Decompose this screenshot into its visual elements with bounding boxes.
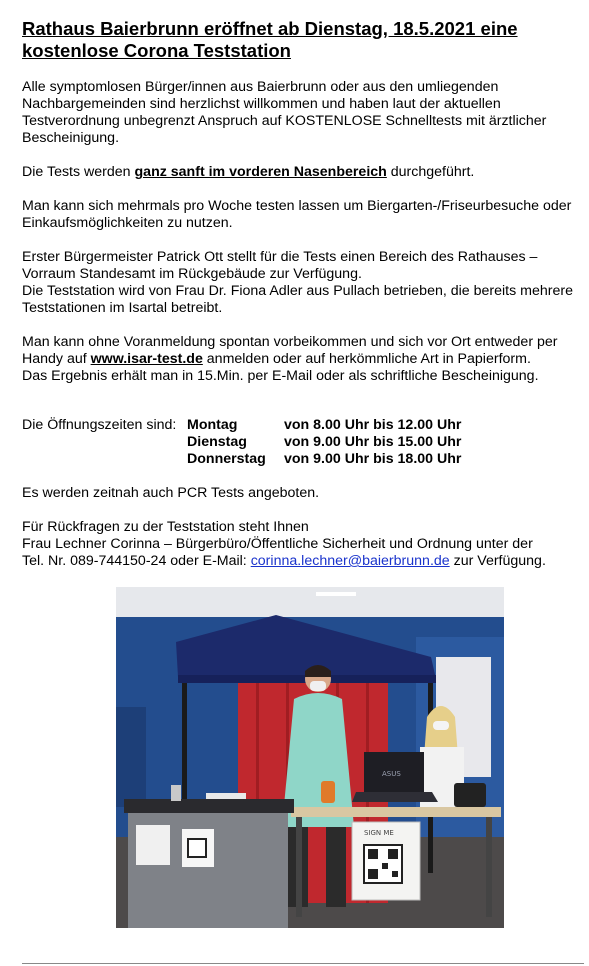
opening-hours-row — [187, 434, 461, 451]
opening-day: Donnerstag — [187, 451, 266, 467]
paragraph-pcr: Es werden zeitnah auch PCR Tests angeboten. — [22, 485, 320, 501]
title-line-1: Rathaus Baierbrunn eröffnet ab Dienstag, 18.5.2021 eine — [22, 18, 518, 39]
opening-day: Dienstag — [187, 434, 247, 450]
opening-day: Montag — [187, 417, 238, 433]
email-link[interactable]: corinna.lechner@baierbrunn.de — [250, 553, 450, 569]
opening-time: von 9.00 Uhr bis 18.00 Uhr — [284, 451, 462, 467]
footer-rule — [22, 963, 584, 964]
opening-time: von 8.00 Uhr bis 12.00 Uhr — [284, 417, 462, 433]
paragraph-registration: Man kann ohne Voranmeldung spontan vorbeikommen und sich vor Ort entweder per Handy auf www.isar-test.de anmelden oder auf herkömmliche Art in Papierform. Das Ergebnis erhält man in 15.Min. per E-Mail oder als schriftliche Bescheinigung. — [22, 334, 558, 384]
opening-hours — [22, 417, 582, 468]
paragraph-location: Erster Bürgermeister Patrick Ott stellt für die Tests einen Bereich des Rathauses – Vorraum Standesamt im Rückgebäude zur Verfügung. Die Teststation wird von Frau Dr. Fiona Adler aus Pullach betrieben, die bereits mehrere Teststationen im Isartal betreibt. — [22, 249, 573, 316]
opening-hours-label: Die Öffnungszeiten sind: — [22, 417, 177, 433]
document-page — [22, 18, 582, 570]
laptop-brand: ASUS — [382, 770, 401, 778]
opening-hours-row — [187, 451, 461, 468]
page-title — [22, 18, 582, 62]
opening-time: von 9.00 Uhr bis 15.00 Uhr — [284, 434, 462, 450]
paragraph-test-method: Die Tests werden ganz sanft im vorderen Nasenbereich durchgeführt. — [22, 164, 475, 180]
sign-text: SIGN ME — [364, 829, 394, 837]
title-line-2: kostenlose Corona Teststation — [22, 40, 291, 61]
paragraph-eligibility: Alle symptomlosen Bürger/innen aus Baierbrunn oder aus den umliegenden Nachbargemeinden sind herzlichst willkommen und haben laut der aktuellen Testverordnung unbegrenzt Anspruch auf KOSTENLOSE Schnelltests mit ärztlicher Bescheinigung. — [22, 79, 547, 146]
test-station-illustration — [116, 587, 504, 928]
paragraph-contact: Für Rückfragen zu der Teststation steht Ihnen Frau Lechner Corinna – Bürgerbüro/Öffentliche Sicherheit und Ordnung unter der Tel. Nr. 089-744150-24 oder E-Mail: corinna.lechner@baierbrunn.de zur Verfügung. — [22, 519, 546, 569]
isar-test-link[interactable]: www.isar-test.de — [90, 351, 203, 367]
nasal-emphasis: ganz sanft im vorderen Nasenbereich — [134, 164, 387, 180]
test-station-photo — [116, 587, 504, 928]
opening-hours-table — [187, 417, 461, 468]
paragraph-frequency: Man kann sich mehrmals pro Woche testen lassen um Biergarten-/Friseurbesuche oder Einkaufsmöglichkeiten zu nutzen. — [22, 198, 572, 231]
opening-hours-row — [187, 417, 461, 434]
